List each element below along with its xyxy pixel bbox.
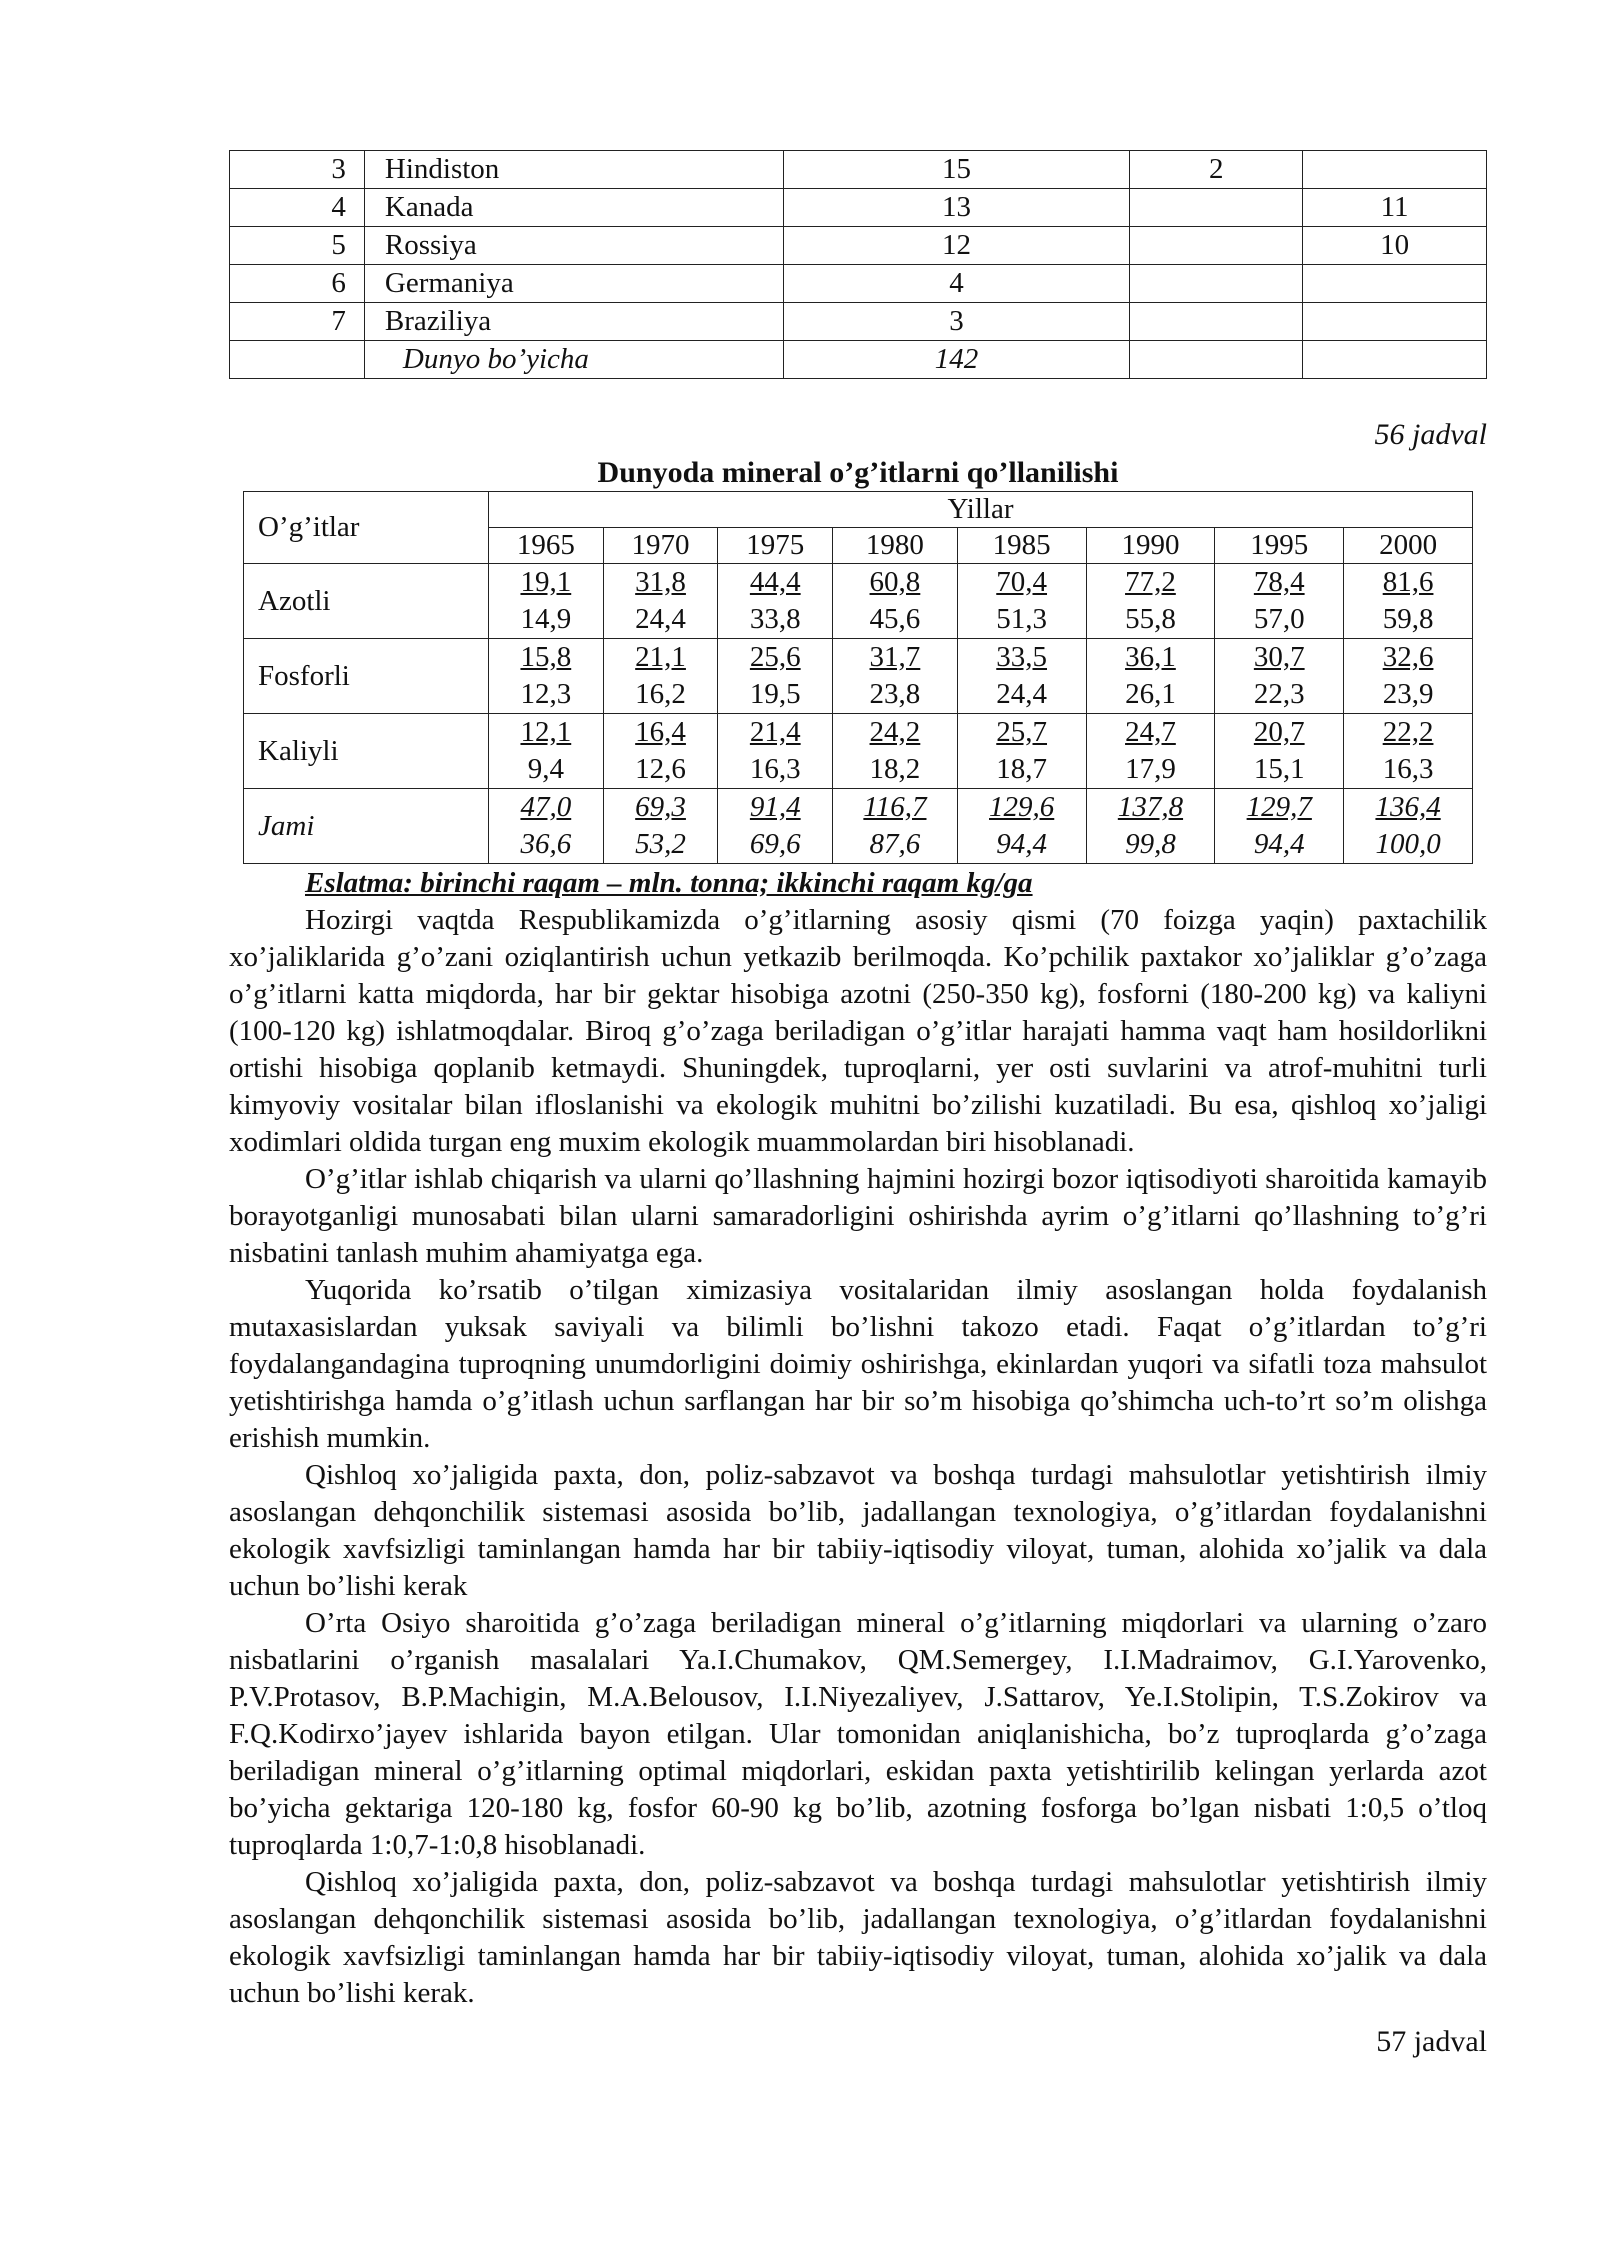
country-table-body (230, 151, 1487, 379)
fertilizer-label: Azotli (244, 564, 489, 639)
year-header: 1985 (957, 528, 1086, 564)
value-kg-ga: 16,3 (749, 753, 801, 785)
value-1: 15 (783, 151, 1130, 189)
value-cell (1344, 564, 1473, 639)
fertilizer-table-body (244, 564, 1473, 864)
value-3: 10 (1303, 227, 1487, 265)
value-kg-ga: 12,3 (520, 678, 572, 710)
value-kg-ga: 17,9 (1125, 753, 1176, 785)
value-kg-ga: 9,4 (527, 753, 564, 785)
value-cell (1086, 639, 1215, 714)
value-mln-tonna: 22,2 (1382, 716, 1434, 748)
value-mln-tonna: 137,8 (1117, 791, 1184, 823)
value-cell (957, 714, 1086, 789)
fertilizer-table (243, 491, 1473, 864)
value-kg-ga: 87,6 (869, 828, 921, 860)
paragraph: Yuqorida ko’rsatib o’tilgan ximizasiya vositalaridan ilmiy asoslangan holda foydalanish mutaxasislardan yuksak saviyali va bilimli bo’lishni takozo etadi. Faqat o’g’itlardan to’g’ri foydalangandagina tuproqning unumdorligini doimiy oshirishga, ekinlardan yuqori va sifatli toza mahsulot yetishtirishga hamda o’g’itlash uchun sarflangan har bir so’m hisobiga qo’shimcha uch-to’rt so’m olishga erishish mumkin. (229, 1274, 1487, 1454)
fertilizer-label: Kaliyli (244, 714, 489, 789)
value-mln-tonna: 20,7 (1253, 716, 1305, 748)
row-number: 7 (230, 303, 365, 341)
value-mln-tonna: 47,0 (520, 791, 572, 823)
table-row (230, 265, 1487, 303)
value-cell (603, 564, 718, 639)
value-kg-ga: 100,0 (1375, 828, 1441, 860)
value-cell (718, 714, 833, 789)
value-cell (957, 564, 1086, 639)
value-kg-ga: 23,8 (869, 678, 921, 710)
value-kg-ga: 36,6 (520, 828, 572, 860)
value-1: 4 (783, 265, 1130, 303)
country-name: Germaniya (364, 265, 783, 303)
value-kg-ga: 33,8 (749, 603, 801, 635)
document-page (229, 150, 1487, 2062)
value-mln-tonna: 60,8 (869, 566, 921, 598)
value-mln-tonna: 44,4 (749, 566, 801, 598)
value-cell (489, 639, 604, 714)
value-cell (603, 714, 718, 789)
table-number-56: 56 jadval (1374, 418, 1487, 451)
value-mln-tonna: 129,6 (989, 791, 1055, 823)
table-row (230, 303, 1487, 341)
value-3 (1303, 303, 1487, 341)
value-cell (1086, 714, 1215, 789)
table-header-row (244, 492, 1473, 528)
value-mln-tonna: 24,7 (1125, 716, 1176, 748)
value-mln-tonna: 32,6 (1382, 641, 1434, 673)
value-kg-ga: 16,3 (1382, 753, 1434, 785)
year-header: 1980 (833, 528, 958, 564)
year-header: 1990 (1086, 528, 1215, 564)
table-row (244, 564, 1473, 639)
value-cell (1086, 789, 1215, 864)
total-empty (1130, 341, 1303, 379)
value-cell (489, 564, 604, 639)
value-mln-tonna: 129,7 (1246, 791, 1312, 823)
value-cell (718, 639, 833, 714)
table-row (244, 714, 1473, 789)
country-name: Braziliya (364, 303, 783, 341)
value-mln-tonna: 24,2 (869, 716, 921, 748)
value-mln-tonna: 12,1 (520, 716, 572, 748)
paragraph: Qishloq xo’jaligida paxta, don, poliz-sabzavot va boshqa turdagi mahsulotlar yetishtirish ilmiy asoslangan dehqonchilik sistemasi asosida bo’lib, jadallangan texnologiya, o’g’itlardan foydalanishni ekologik xavfsizligi taminlangan hamda har bir tabiiy-iqtisodiy viloyat, tuman, alohida xo’jalik va dala uchun bo’lishi kerak (229, 1459, 1487, 1602)
value-cell (603, 789, 718, 864)
value-kg-ga: 12,6 (635, 753, 686, 785)
value-cell (1086, 564, 1215, 639)
year-header: 1970 (603, 528, 718, 564)
value-kg-ga: 99,8 (1125, 828, 1176, 860)
value-2 (1130, 303, 1303, 341)
value-mln-tonna: 16,4 (635, 716, 686, 748)
value-mln-tonna: 33,5 (996, 641, 1048, 673)
value-mln-tonna: 36,1 (1125, 641, 1176, 673)
value-mln-tonna: 69,3 (635, 791, 686, 823)
value-2 (1130, 227, 1303, 265)
value-cell (833, 639, 958, 714)
value-mln-tonna: 25,7 (996, 716, 1048, 748)
value-cell (1344, 789, 1473, 864)
value-kg-ga: 15,1 (1253, 753, 1305, 785)
value-3: 11 (1303, 189, 1487, 227)
value-kg-ga: 45,6 (869, 603, 921, 635)
paragraph: Hozirgi vaqtda Respublikamizda o’g’itlarning asosiy qismi (70 foizga yaqin) paxtachilik xo’jaliklarida g’o’zani oziqlantirish uchun yetkazib berilmoqda. Ko’pchilik paxtakor xo’jaliklar g’o’zaga o’g’itlarni katta miqdorda, har bir gektar hisobiga azotni (250-350 kg), fosforni (180-200 kg) va kaliyni (100-120 kg) ishlatmoqdalar. Biroq g’o’zaga beriladigan o’g’itlar harajati hamma vaqt ham hosildorlikni ortishi hisobiga qoplanib ketmaydi. Shuningdek, tuproqlarni, yer osti suvlarini va atrof-muhitni turli kimyoviy vositalar bilan ifloslanishi va ekologik muhitni bo’zilishi kuzatiladi. Bu esa, qishloq xo’jaligi xodimlari oldida turgan eng muxim ekologik muammolardan biri hisoblanadi. (229, 904, 1487, 1158)
value-kg-ga: 16,2 (635, 678, 686, 710)
value-mln-tonna: 136,4 (1375, 791, 1441, 823)
value-mln-tonna: 30,7 (1253, 641, 1305, 673)
value-2: 2 (1130, 151, 1303, 189)
fertilizer-label: Fosforli (244, 639, 489, 714)
value-1: 12 (783, 227, 1130, 265)
value-cell (603, 639, 718, 714)
value-kg-ga: 26,1 (1125, 678, 1176, 710)
value-mln-tonna: 25,6 (749, 641, 801, 673)
total-empty (230, 341, 365, 379)
value-cell (489, 714, 604, 789)
paragraph: O’g’itlar ishlab chiqarish va ularni qo’llashning hajmini hozirgi bozor iqtisodiyoti sharoitida kamayib borayotganligi munosabati bilan ularni samaradorligini oshirishda ayrim o’g’itlarni qo’llashning to’g’ri nisbatini tanlash muhim ahamiyatga ega. (229, 1163, 1487, 1269)
value-kg-ga: 69,6 (749, 828, 801, 860)
value-kg-ga: 19,5 (749, 678, 801, 710)
value-cell (1344, 714, 1473, 789)
total-value: 142 (783, 341, 1130, 379)
country-name: Kanada (364, 189, 783, 227)
value-cell (718, 564, 833, 639)
value-cell (957, 789, 1086, 864)
value-cell (1215, 639, 1344, 714)
value-cell (833, 714, 958, 789)
value-kg-ga: 14,9 (520, 603, 572, 635)
value-2 (1130, 189, 1303, 227)
value-kg-ga: 57,0 (1253, 603, 1305, 635)
body-text (229, 902, 1487, 2012)
value-mln-tonna: 81,6 (1382, 566, 1434, 598)
value-cell (1215, 714, 1344, 789)
value-mln-tonna: 31,8 (635, 566, 686, 598)
years-header: Yillar (489, 492, 1473, 528)
value-kg-ga: 94,4 (1253, 828, 1305, 860)
value-cell (833, 564, 958, 639)
year-header: 2000 (1344, 528, 1473, 564)
value-cell (833, 789, 958, 864)
value-mln-tonna: 91,4 (749, 791, 801, 823)
value-mln-tonna: 15,8 (520, 641, 572, 673)
value-cell (957, 639, 1086, 714)
value-kg-ga: 53,2 (635, 828, 686, 860)
table-title: Dunyoda mineral o’g’itlarni qo’llanilishi (597, 456, 1119, 489)
value-mln-tonna: 19,1 (520, 566, 572, 598)
value-mln-tonna: 31,7 (869, 641, 921, 673)
value-1: 13 (783, 189, 1130, 227)
table-row (244, 639, 1473, 714)
country-name: Rossiya (364, 227, 783, 265)
row-number: 5 (230, 227, 365, 265)
total-empty (1303, 341, 1487, 379)
total-row (230, 341, 1487, 379)
table-number-57: 57 jadval (1376, 2025, 1487, 2058)
paragraph: O’rta Osiyo sharoitida g’o’zaga beriladigan mineral o’g’itlarning miqdorlari va ularning o’zaro nisbatlarini o’rganish masalalari Ya.I.Chumakov, QM.Semergey, I.I.Madraimov, G.I.Yarovenko, P.V.Protasov, B.P.Machigin, M.A.Belousov, I.I.Niyezaliyev, J.Sattarov, Ye.I.Stolipin, T.S.Zokirov va F.Q.Kodirxo’jayev ishlarida bayon etilgan. Ular tomonidan aniqlanishicha, bo’z tuproqlarda g’o’zaga beriladigan mineral o’g’itlarning optimal miqdorlari, eskidan paxta yetishtirilib kelingan yerlarda azot bo’yicha gektariga 120-180 kg, fosfor 60-90 kg bo’lib, azotning fosforga bo’lgan nisbati 1:0,5 o’tloq tuproqlarda 1:0,7-1:0,8 hisoblanadi. (229, 1607, 1487, 1861)
value-cell (1215, 789, 1344, 864)
value-kg-ga: 59,8 (1382, 603, 1434, 635)
total-label: Dunyo bo’yicha (364, 341, 783, 379)
table-row (244, 789, 1473, 864)
value-kg-ga: 51,3 (996, 603, 1048, 635)
country-name: Hindiston (364, 151, 783, 189)
value-2 (1130, 265, 1303, 303)
value-3 (1303, 265, 1487, 303)
value-mln-tonna: 116,7 (863, 791, 927, 823)
value-mln-tonna: 21,4 (749, 716, 801, 748)
table-row (230, 227, 1487, 265)
value-3 (1303, 151, 1487, 189)
value-cell (1344, 639, 1473, 714)
value-kg-ga: 55,8 (1125, 603, 1176, 635)
value-kg-ga: 22,3 (1253, 678, 1305, 710)
year-header: 1965 (489, 528, 604, 564)
value-cell (1215, 564, 1344, 639)
value-mln-tonna: 77,2 (1125, 566, 1176, 598)
year-header: 1995 (1215, 528, 1344, 564)
value-cell (718, 789, 833, 864)
row-number: 3 (230, 151, 365, 189)
value-mln-tonna: 21,1 (635, 641, 686, 673)
value-kg-ga: 24,4 (635, 603, 686, 635)
paragraph: Qishloq xo’jaligida paxta, don, poliz-sabzavot va boshqa turdagi mahsulotlar yetishtirish ilmiy asoslangan dehqonchilik sistemasi asosida bo’lib, jadallangan texnologiya, o’g’itlardan foydalanishni ekologik xavfsizligi taminlangan hamda har bir tabiiy-iqtisodiy viloyat, tuman, alohida xo’jalik va dala uchun bo’lishi kerak. (229, 1866, 1487, 2009)
table-row (230, 189, 1487, 227)
value-kg-ga: 24,4 (996, 678, 1048, 710)
value-kg-ga: 18,2 (869, 753, 921, 785)
year-header: 1975 (718, 528, 833, 564)
value-kg-ga: 94,4 (996, 828, 1048, 860)
value-mln-tonna: 70,4 (996, 566, 1048, 598)
row-number: 4 (230, 189, 365, 227)
table-note: Eslatma: birinchi raqam – mln. tonna; ikkinchi raqam kg/ga (305, 867, 1033, 899)
value-cell (489, 789, 604, 864)
row-number: 6 (230, 265, 365, 303)
fertilizer-label: Jami (244, 789, 489, 864)
value-1: 3 (783, 303, 1130, 341)
value-kg-ga: 23,9 (1382, 678, 1434, 710)
country-table (229, 150, 1487, 379)
table-row (230, 151, 1487, 189)
value-kg-ga: 18,7 (996, 753, 1048, 785)
row-header: O’g’itlar (244, 492, 489, 564)
value-mln-tonna: 78,4 (1253, 566, 1305, 598)
